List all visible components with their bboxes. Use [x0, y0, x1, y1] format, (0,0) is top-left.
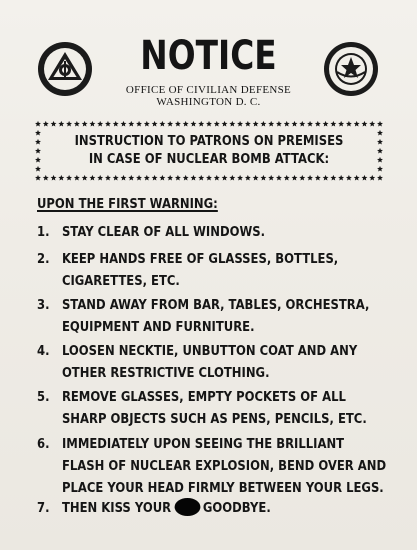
star-icon [128, 121, 134, 127]
item-text-line: OTHER RESTRICTIVE CLOTHING. [61, 365, 270, 381]
star-icon [222, 121, 228, 127]
star-icon [346, 175, 352, 181]
star-icon [237, 121, 243, 127]
item-text-line: FLASH OF NUCLEAR EXPLOSION, BEND OVER AND [61, 458, 387, 474]
star-icon [377, 175, 383, 181]
star-icon [35, 157, 41, 163]
star-icon [323, 121, 329, 127]
star-icon [362, 121, 368, 127]
star-icon [276, 121, 282, 127]
office-name: OFFICE OF CIVILIAN DEFENSE [125, 84, 292, 96]
star-icon [35, 148, 41, 154]
star-icon [183, 121, 189, 127]
star-icon [315, 121, 321, 127]
star-icon [284, 175, 290, 181]
star-icon [198, 121, 204, 127]
star-icon [206, 175, 212, 181]
star-icon [369, 175, 375, 181]
star-icon [253, 175, 259, 181]
star-icon [136, 121, 142, 127]
star-icon [377, 157, 383, 163]
star-icon [159, 175, 165, 181]
item-text-line: STAY CLEAR OF ALL WINDOWS. [61, 224, 266, 240]
star-icon [82, 121, 88, 127]
star-icon [175, 121, 181, 127]
star-icon [245, 175, 251, 181]
star-icon [377, 166, 383, 172]
item-number: 4. [37, 343, 50, 359]
star-icon [206, 121, 212, 127]
star-icon [128, 175, 134, 181]
office-city: WASHINGTON D. C. [156, 96, 261, 108]
star-icon [136, 175, 142, 181]
warning-box [34, 120, 384, 182]
instruction-item-2 [37, 248, 381, 292]
star-icon [330, 175, 336, 181]
star-icon [58, 175, 64, 181]
star-icon [338, 175, 344, 181]
star-icon [237, 175, 243, 181]
star-icon [292, 121, 298, 127]
star-icon [35, 166, 41, 172]
instruction-item-6 [37, 433, 387, 499]
item-text-line: PLACE YOUR HEAD FIRMLY BETWEEN YOUR LEGS. [61, 480, 384, 496]
star-icon [159, 121, 165, 127]
star-icon [175, 175, 181, 181]
star-icon [268, 175, 274, 181]
star-icon [369, 121, 375, 127]
star-icon [66, 175, 72, 181]
star-icon [260, 175, 266, 181]
star-icon [323, 175, 329, 181]
star-icon [362, 175, 368, 181]
star-icon [346, 121, 352, 127]
censored-blot-icon [175, 498, 201, 516]
star-icon [315, 175, 321, 181]
star-icon [82, 175, 88, 181]
star-icon [74, 121, 80, 127]
star-icon [105, 121, 111, 127]
star-icon [43, 121, 49, 127]
star-icon [35, 121, 41, 127]
item-text-line [37, 497, 381, 519]
star-icon [229, 175, 235, 181]
star-icon [191, 121, 197, 127]
item-text-line: IMMEDIATELY UPON SEEING THE BRILLIANT [61, 436, 345, 452]
star-icon [105, 175, 111, 181]
star-icon [377, 148, 383, 154]
star-icon [330, 121, 336, 127]
star-icon [276, 175, 282, 181]
star-icon [144, 175, 150, 181]
star-icon [214, 175, 220, 181]
star-icon [284, 121, 290, 127]
star-icon [152, 121, 158, 127]
star-icon [268, 121, 274, 127]
star-icon [338, 121, 344, 127]
department-of-defense-seal-icon [323, 41, 379, 97]
item-number: 6. [37, 436, 50, 452]
item-number: 2. [37, 251, 50, 267]
star-icon [167, 121, 173, 127]
star-icon [121, 175, 127, 181]
item-text-after: GOODBYE. [202, 500, 271, 516]
star-icon [183, 175, 189, 181]
star-icon [43, 175, 49, 181]
star-icon [245, 121, 251, 127]
star-icon [260, 121, 266, 127]
star-icon [253, 121, 259, 127]
star-icon [191, 175, 197, 181]
star-icon [307, 121, 313, 127]
star-icon [113, 175, 119, 181]
star-icon [292, 175, 298, 181]
star-icon [167, 175, 173, 181]
star-icon [299, 175, 305, 181]
item-text-line: STAND AWAY FROM BAR, TABLES, ORCHESTRA, [61, 297, 370, 313]
instruction-item-1 [37, 221, 381, 243]
item-number: 5. [37, 389, 50, 405]
star-icon [89, 175, 95, 181]
star-icon [66, 121, 72, 127]
box-title-line2: IN CASE OF NUCLEAR BOMB ATTACK: [88, 151, 330, 167]
star-icon [307, 175, 313, 181]
star-icon [222, 175, 228, 181]
star-icon [51, 175, 57, 181]
item-text-line: SHARP OBJECTS SUCH AS PENS, PENCILS, ETC. [61, 411, 367, 427]
star-icon [214, 121, 220, 127]
star-icon [121, 121, 127, 127]
item-text-line: REMOVE GLASSES, EMPTY POCKETS OF ALL [61, 389, 346, 405]
item-text-line: CIGARETTES, ETC. [61, 273, 180, 289]
star-icon [354, 175, 360, 181]
star-icon [229, 121, 235, 127]
star-icon [35, 175, 41, 181]
star-icon [35, 130, 41, 136]
box-title-line1: INSTRUCTION TO PATRONS ON PREMISES [74, 133, 344, 149]
item-text-line: EQUIPMENT AND FURNITURE. [61, 319, 255, 335]
star-icon [144, 121, 150, 127]
item-text-line: KEEP HANDS FREE OF GLASSES, BOTTLES, [61, 251, 339, 267]
star-icon [97, 121, 103, 127]
star-icon [58, 121, 64, 127]
section-heading: UPON THE FIRST WARNING: [37, 196, 218, 212]
star-icon [74, 175, 80, 181]
star-icon [97, 175, 103, 181]
item-number: 3. [37, 297, 50, 313]
instruction-item-4 [37, 340, 381, 384]
star-icon [35, 139, 41, 145]
star-icon [354, 121, 360, 127]
star-icon [198, 175, 204, 181]
star-icon [377, 121, 383, 127]
instruction-item-7 [37, 497, 381, 519]
page-title: NOTICE [140, 33, 277, 79]
item-text-before: THEN KISS YOUR [61, 500, 172, 516]
item-number: 1. [37, 224, 50, 240]
star-icon [89, 121, 95, 127]
item-number: 7. [37, 500, 50, 516]
star-icon [152, 175, 158, 181]
star-icon [113, 121, 119, 127]
star-icon [299, 121, 305, 127]
star-icon [377, 130, 383, 136]
star-icon [377, 139, 383, 145]
instruction-item-3 [37, 294, 381, 338]
star-icon [51, 121, 57, 127]
item-text-line: LOOSEN NECKTIE, UNBUTTON COAT AND ANY [61, 343, 358, 359]
instruction-item-5 [37, 386, 381, 430]
